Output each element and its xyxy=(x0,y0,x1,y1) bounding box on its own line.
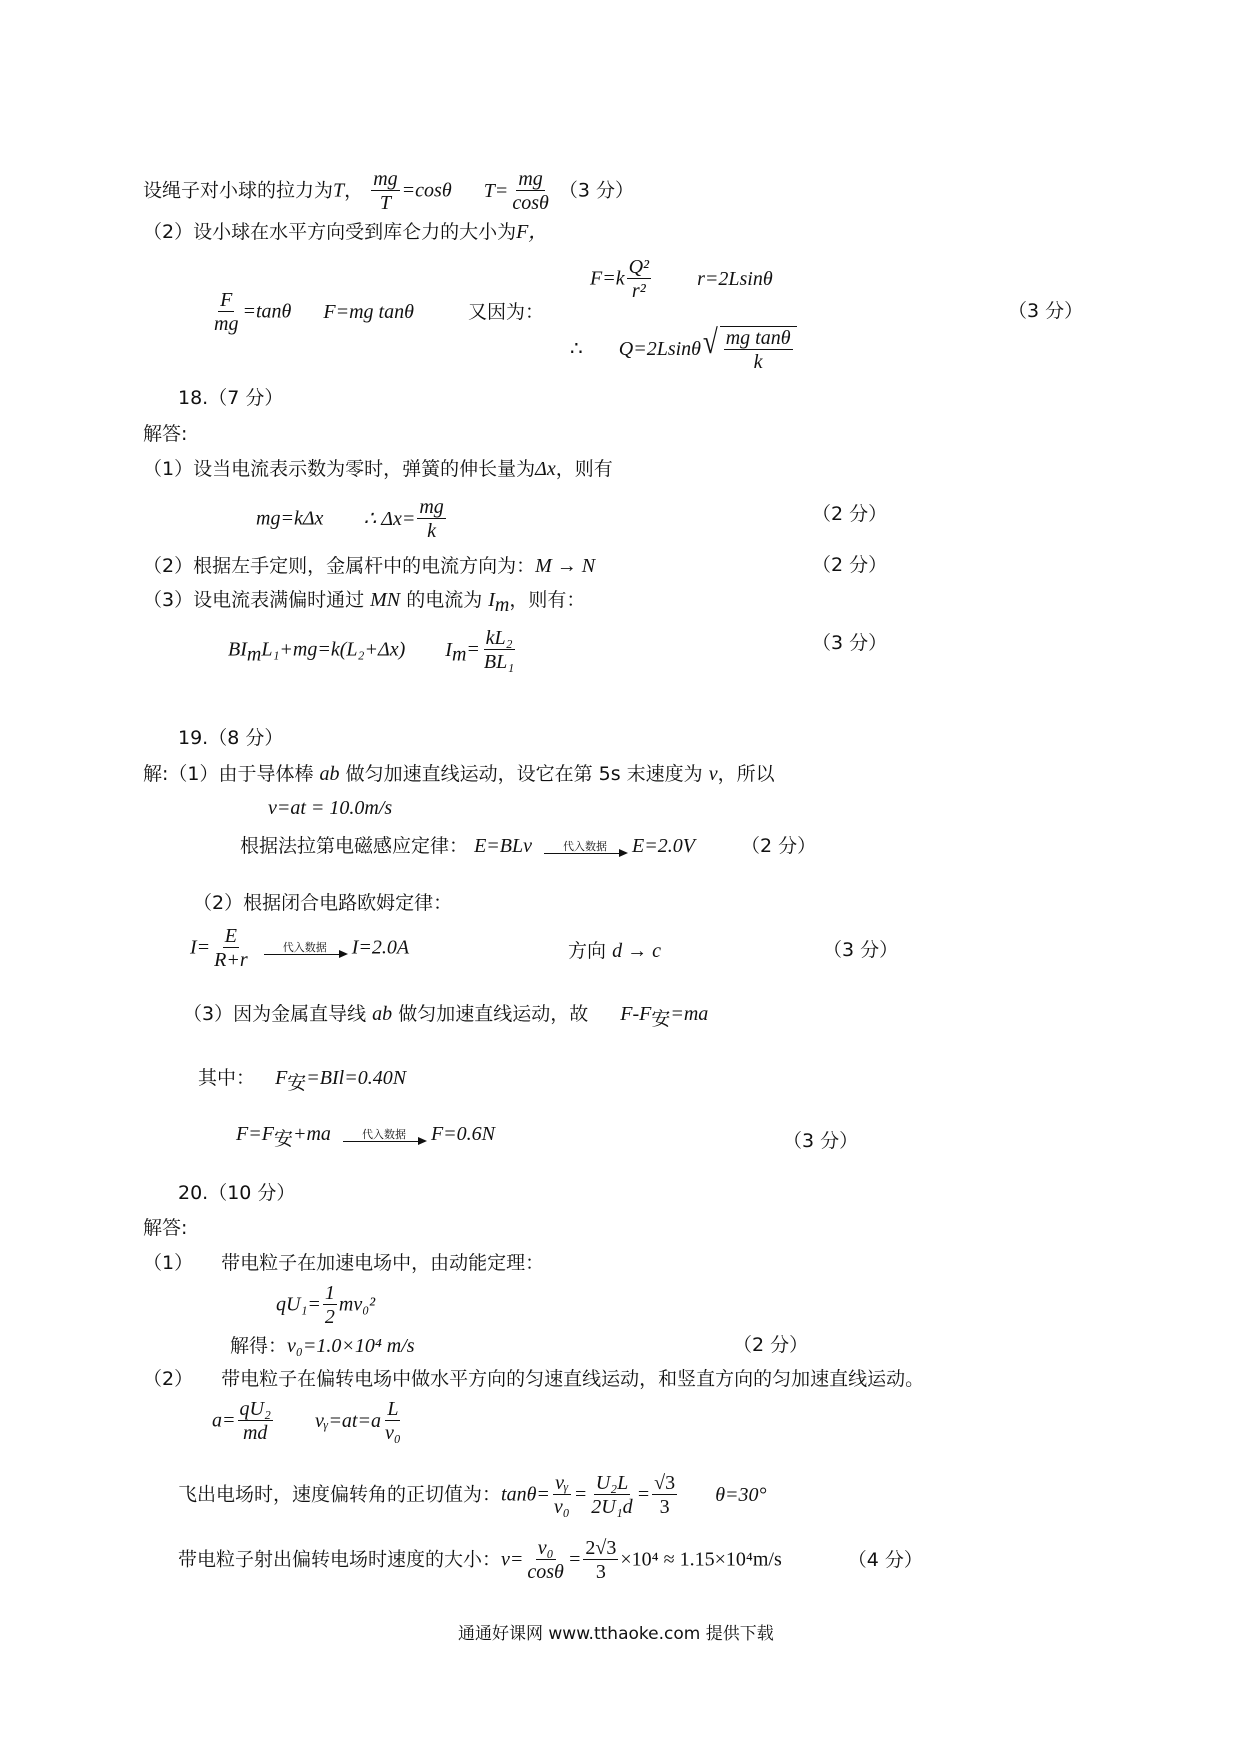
eq-charge: ∴ Q=2Lsinθ √ $\frac{\text{mg tanθ}}{k}$ xyxy=(570,326,797,374)
q19-final-score: （3 分） xyxy=(783,1130,859,1152)
q20-tangent: 飞出电场时，速度偏转角的正切值为：tanθ= $\frac{\text{vᵧ}}{\text{v₀}}$ = $\frac{\text{U₂L}}{\text{2U₁d}}$ = $\frac{√3}{3}$ θ=30° xyxy=(178,1472,767,1518)
q19-eq1: v=at = 10.0m/s xyxy=(268,797,393,819)
q19-ohm-score: （3 分） xyxy=(823,939,899,961)
q20-velocity: 带电粒子射出偏转电场时速度的大小：v= $\frac{\text{v₀}}{\cos\theta}$ = $\frac{2√3}{3}$ ×10⁴ ≈ 1.15×10⁴m/s （4 分） xyxy=(178,1537,923,1583)
q19-title: 19.（8 分） xyxy=(178,727,284,749)
q20-solution: 解得：v₀=1.0×10⁴ m/s xyxy=(230,1335,415,1357)
q20-eq1: qU₁= $\frac{1}{2}$ mv₀² xyxy=(276,1282,376,1328)
line-tension: 设绳子对小球的拉力为T， $\frac{mg}{T}$ =cosθ T= $\frac{mg}{\cos\theta}$ （3 分） xyxy=(143,168,634,214)
arrow-substitute: 代入数据 xyxy=(544,841,626,854)
q19-part1: 解:（1）由于导体棒 ab 做匀加速直线运动，设它在第 5s 末速度为 v，所以 xyxy=(143,763,775,785)
line-coulomb-force: （2）设小球在水平方向受到库仑力的大小为F， xyxy=(143,221,549,243)
q20-part1: （1） 带电粒子在加速电场中，由动能定理： xyxy=(143,1252,545,1274)
q19-ohm: I= $\frac{E}{R+r}$ 代入数据 I=2.0A xyxy=(190,925,410,971)
fraction-mg-over-T: $\frac{mg}{T}$ xyxy=(373,168,398,214)
q20-solution-score: （2 分） xyxy=(733,1334,809,1356)
q20-title: 20.（10 分） xyxy=(178,1182,296,1204)
q18-answer-label: 解答: xyxy=(143,423,188,445)
q18-eq3: $BI_mL_1+mg=k(L_2+\Delta x)$ $I_m=$ $\frac{\text{kL₂}}{\text{BL₁}}$ xyxy=(228,627,515,673)
q18-part3: （3）设电流表满偏时通过 MN 的电流为 $I_m$，则有： xyxy=(143,589,586,616)
q20-accel: a= $\frac{\text{qU₂}}{md}$ vᵧ=at=a $\frac{L}{\text{v₀}}$ xyxy=(212,1398,401,1444)
q19-part2: （2）根据闭合电路欧姆定律： xyxy=(193,892,453,914)
q18-part2: （2）根据左手定则，金属杆中的电流方向为：M → N xyxy=(143,555,596,577)
q19-final: $F=F_安+ma$ 代入数据 F=0.6N xyxy=(236,1123,496,1150)
q19-direction: 方向 d → c xyxy=(568,940,661,962)
q19-among: 其中： $F_安=BIl=0.40N$ xyxy=(198,1067,407,1094)
q20-answer-label: 解答: xyxy=(143,1217,188,1239)
q20-part2: （2） 带电粒子在偏转电场中做水平方向的匀速直线运动，和竖直方向的匀加速直线运动。 xyxy=(143,1368,925,1390)
q19-part3: （3）因为金属直导线 ab 做匀加速直线运动，故 $F-F_安=ma$ xyxy=(183,1003,709,1030)
page-footer: 通通好课网 www.tthaoke.com 提供下载 xyxy=(458,1624,774,1644)
score-coulomb: （3 分） xyxy=(1008,300,1084,322)
q18-eq3-score: （3 分） xyxy=(812,632,888,654)
q18-eq1-score: （2 分） xyxy=(812,503,888,525)
eq-tan: $\frac{F}{mg}$ =tanθ F=mg tanθ 又因为： xyxy=(214,289,544,335)
q18-eq1: mg=kΔx ∴ Δx= $\frac{mg}{k}$ xyxy=(256,496,444,542)
q18-part1: （1）设当电流表示数为零时，弹簧的伸长量为Δx，则有 xyxy=(143,458,613,480)
q18-title: 18.（7 分） xyxy=(178,387,284,409)
eq-coulomb-law: F=k $\frac{\text{Q²}}{\text{r²}}$ r=2Lsinθ xyxy=(590,256,773,302)
fraction-mg-over-cos: $\frac{mg}{\cos\theta}$ xyxy=(512,168,549,214)
q19-faraday: 根据法拉第电磁感应定律： E=BLv 代入数据 E=2.0V （2 分） xyxy=(240,835,817,857)
q18-part2-score: （2 分） xyxy=(812,554,888,576)
